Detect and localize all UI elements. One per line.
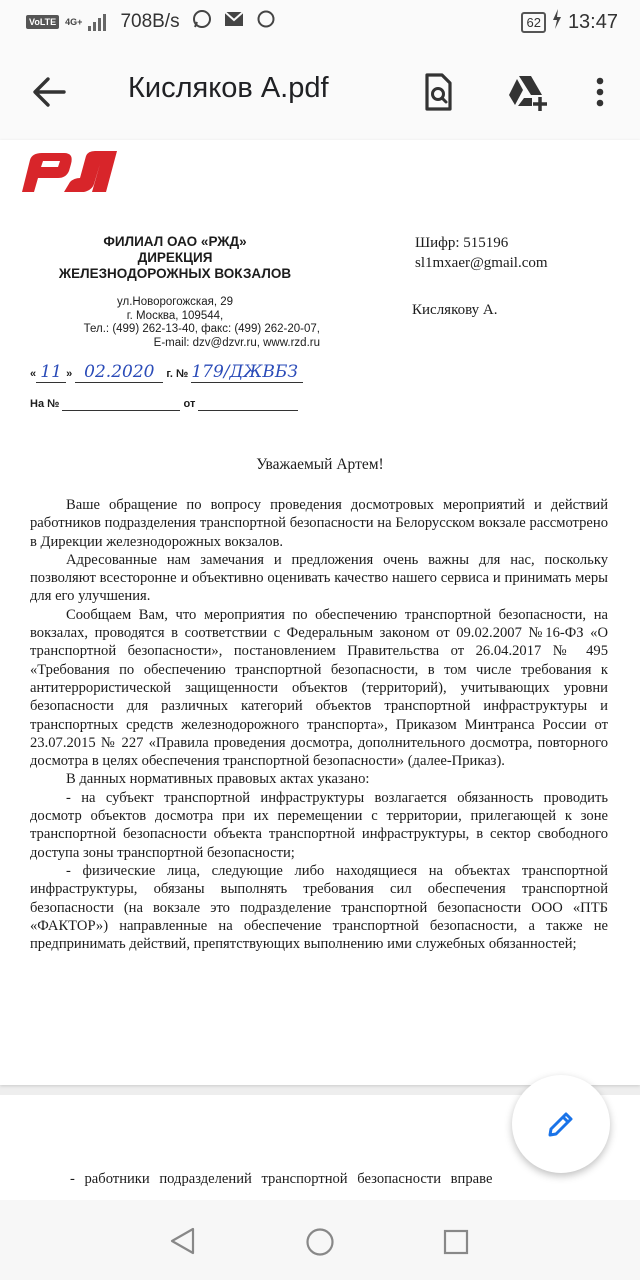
handwritten-day: 11 bbox=[40, 362, 62, 382]
find-in-page-button[interactable] bbox=[414, 68, 462, 116]
volte-badge: VoLTE bbox=[26, 15, 59, 29]
reference-line bbox=[30, 398, 298, 411]
add-to-drive-button[interactable] bbox=[502, 68, 550, 116]
paragraph: - физические лица, следующие либо находящиеся на объектах транспортной инфраструктуры, обязаны выполнять требования сил обеспечения транспортной безопасности (на вокзале это подразделение транспортной безопасности ООО «ПТБ «ФАКТОР») направленные на обеспечение транспортной безопасности, а также не предпринимать действий, препятствующих выполнению ими служебных обязанностей; bbox=[30, 862, 608, 953]
date-suffix: г. bbox=[166, 368, 173, 380]
paragraph: В данных нормативных правовых актах указано: bbox=[66, 771, 370, 788]
handwritten-month: 02.2020 bbox=[84, 362, 155, 382]
edit-pencil-icon bbox=[545, 1108, 577, 1140]
find-in-page-icon bbox=[414, 68, 462, 116]
paragraph: Адресованные нам замечания и предложения очень важны для нас, поскольку позволяют всесторонне и объективно оценивать качество нашего сервиса и принимать меры для его улучшения. bbox=[30, 551, 608, 605]
letter-date-number: « 11 » 02.2020 г. № 179/ДЖВБЗ bbox=[30, 362, 303, 383]
more-options-button[interactable] bbox=[584, 68, 616, 116]
letter-body bbox=[30, 496, 608, 953]
charging-icon bbox=[552, 9, 562, 35]
status-left bbox=[26, 9, 276, 35]
whatsapp-icon bbox=[192, 9, 212, 35]
address-line: ул.Новорогожская, 29 bbox=[116, 296, 233, 308]
address-line: Тел.: (499) 262-13-40, факс: (499) 262-20-07, bbox=[83, 323, 320, 335]
org-line: ФИЛИАЛ ОАО «РЖД» bbox=[103, 234, 247, 249]
add-to-drive-icon bbox=[502, 68, 550, 116]
org-line: ДИРЕКЦИЯ bbox=[137, 250, 213, 265]
address-line: E-mail: dzv@dzvr.ru, www.rzd.ru bbox=[153, 336, 320, 349]
address-line: г. Москва, 109544, bbox=[126, 309, 224, 322]
reference-date-label: от bbox=[183, 398, 196, 410]
nav-back-icon bbox=[168, 1226, 198, 1256]
mail-icon bbox=[224, 11, 244, 33]
pdf-page-1 bbox=[0, 140, 640, 1085]
recipient-name: Кислякову А. bbox=[412, 302, 498, 318]
network-type: 4G+ bbox=[65, 16, 83, 27]
paragraph: - на субъект транспортной инфраструктуры возлагается обязанность проводить досмотр объектов досмотра при их перемещении с территории, прилегающей к зоне транспортной безопасности объекта транспортной инфраструктуры, в сектор свободного доступа зоны транспортной безопасности; bbox=[30, 789, 608, 861]
recipient-email: sl1mxaer@gmail.com bbox=[415, 255, 548, 271]
org-line: ЖЕЛЕЗНОДОРОЖНЫХ ВОКЗАЛОВ bbox=[58, 266, 292, 281]
rzd-logo bbox=[20, 144, 124, 199]
nav-back-button[interactable] bbox=[168, 1226, 198, 1261]
reference-number-label: На № bbox=[30, 398, 60, 410]
status-right bbox=[521, 9, 618, 35]
sync-circle-icon bbox=[256, 9, 276, 35]
back-button[interactable] bbox=[24, 68, 72, 116]
network-speed: 708B/s bbox=[120, 11, 180, 32]
sender-address bbox=[30, 296, 320, 350]
nav-home-icon bbox=[305, 1227, 335, 1257]
edit-button[interactable] bbox=[512, 1075, 610, 1173]
nav-recents-button[interactable] bbox=[442, 1228, 470, 1261]
paragraph: - работники подразделений транспортной безопасности вправе bbox=[70, 1171, 493, 1187]
sender-organization bbox=[30, 234, 320, 282]
clock: 13:47 bbox=[567, 10, 618, 33]
number-label: № bbox=[175, 368, 189, 380]
system-nav-bar bbox=[0, 1200, 640, 1280]
document-title: Кисляков А.pdf bbox=[128, 72, 329, 104]
back-arrow-icon bbox=[24, 68, 72, 116]
battery-icon: 62 bbox=[521, 12, 545, 33]
greeting: Уважаемый Артем! bbox=[256, 456, 384, 473]
cipher: Шифр: 515196 bbox=[415, 235, 509, 251]
nav-home-button[interactable] bbox=[305, 1227, 335, 1262]
nav-recents-icon bbox=[442, 1228, 470, 1256]
signal-icon bbox=[88, 13, 106, 31]
more-vert-icon bbox=[584, 68, 616, 116]
paragraph: Ваше обращение по вопросу проведения досмотровых мероприятий и действий работников подразделения транспортной безопасности на Белорусском вокзале рассмотрено в Дирекции железнодорожных вокзалов. bbox=[30, 497, 608, 550]
cipher-block bbox=[415, 233, 548, 273]
status-bar bbox=[0, 0, 640, 44]
paragraph: Сообщаем Вам, что мероприятия по обеспечению транспортной безопасности, на вокзалах, проводятся в соответствии с Федеральным законом от 09.02.2007 №16-ФЗ «О транспортной безопасности», постановлением Правительства от 26.04.2017 № 495 «Требования по обеспечению транспортной безопасности, в том числе требования к антитеррористической защищенности объектов (территорий), учитывающих уровни безопасности для различных категорий объектов транспортной инфраструктуры и транспортных средств железнодорожного транспорта», Приказом Минтранса России от 23.07.2015 № 227 «Правила проведения досмотра, дополнительного досмотра, повторного досмотра в целях обеспечения транспортной безопасности» (далее-Приказ). bbox=[30, 606, 608, 770]
handwritten-number: 179/ДЖВБЗ bbox=[191, 362, 298, 382]
app-bar bbox=[0, 44, 640, 140]
